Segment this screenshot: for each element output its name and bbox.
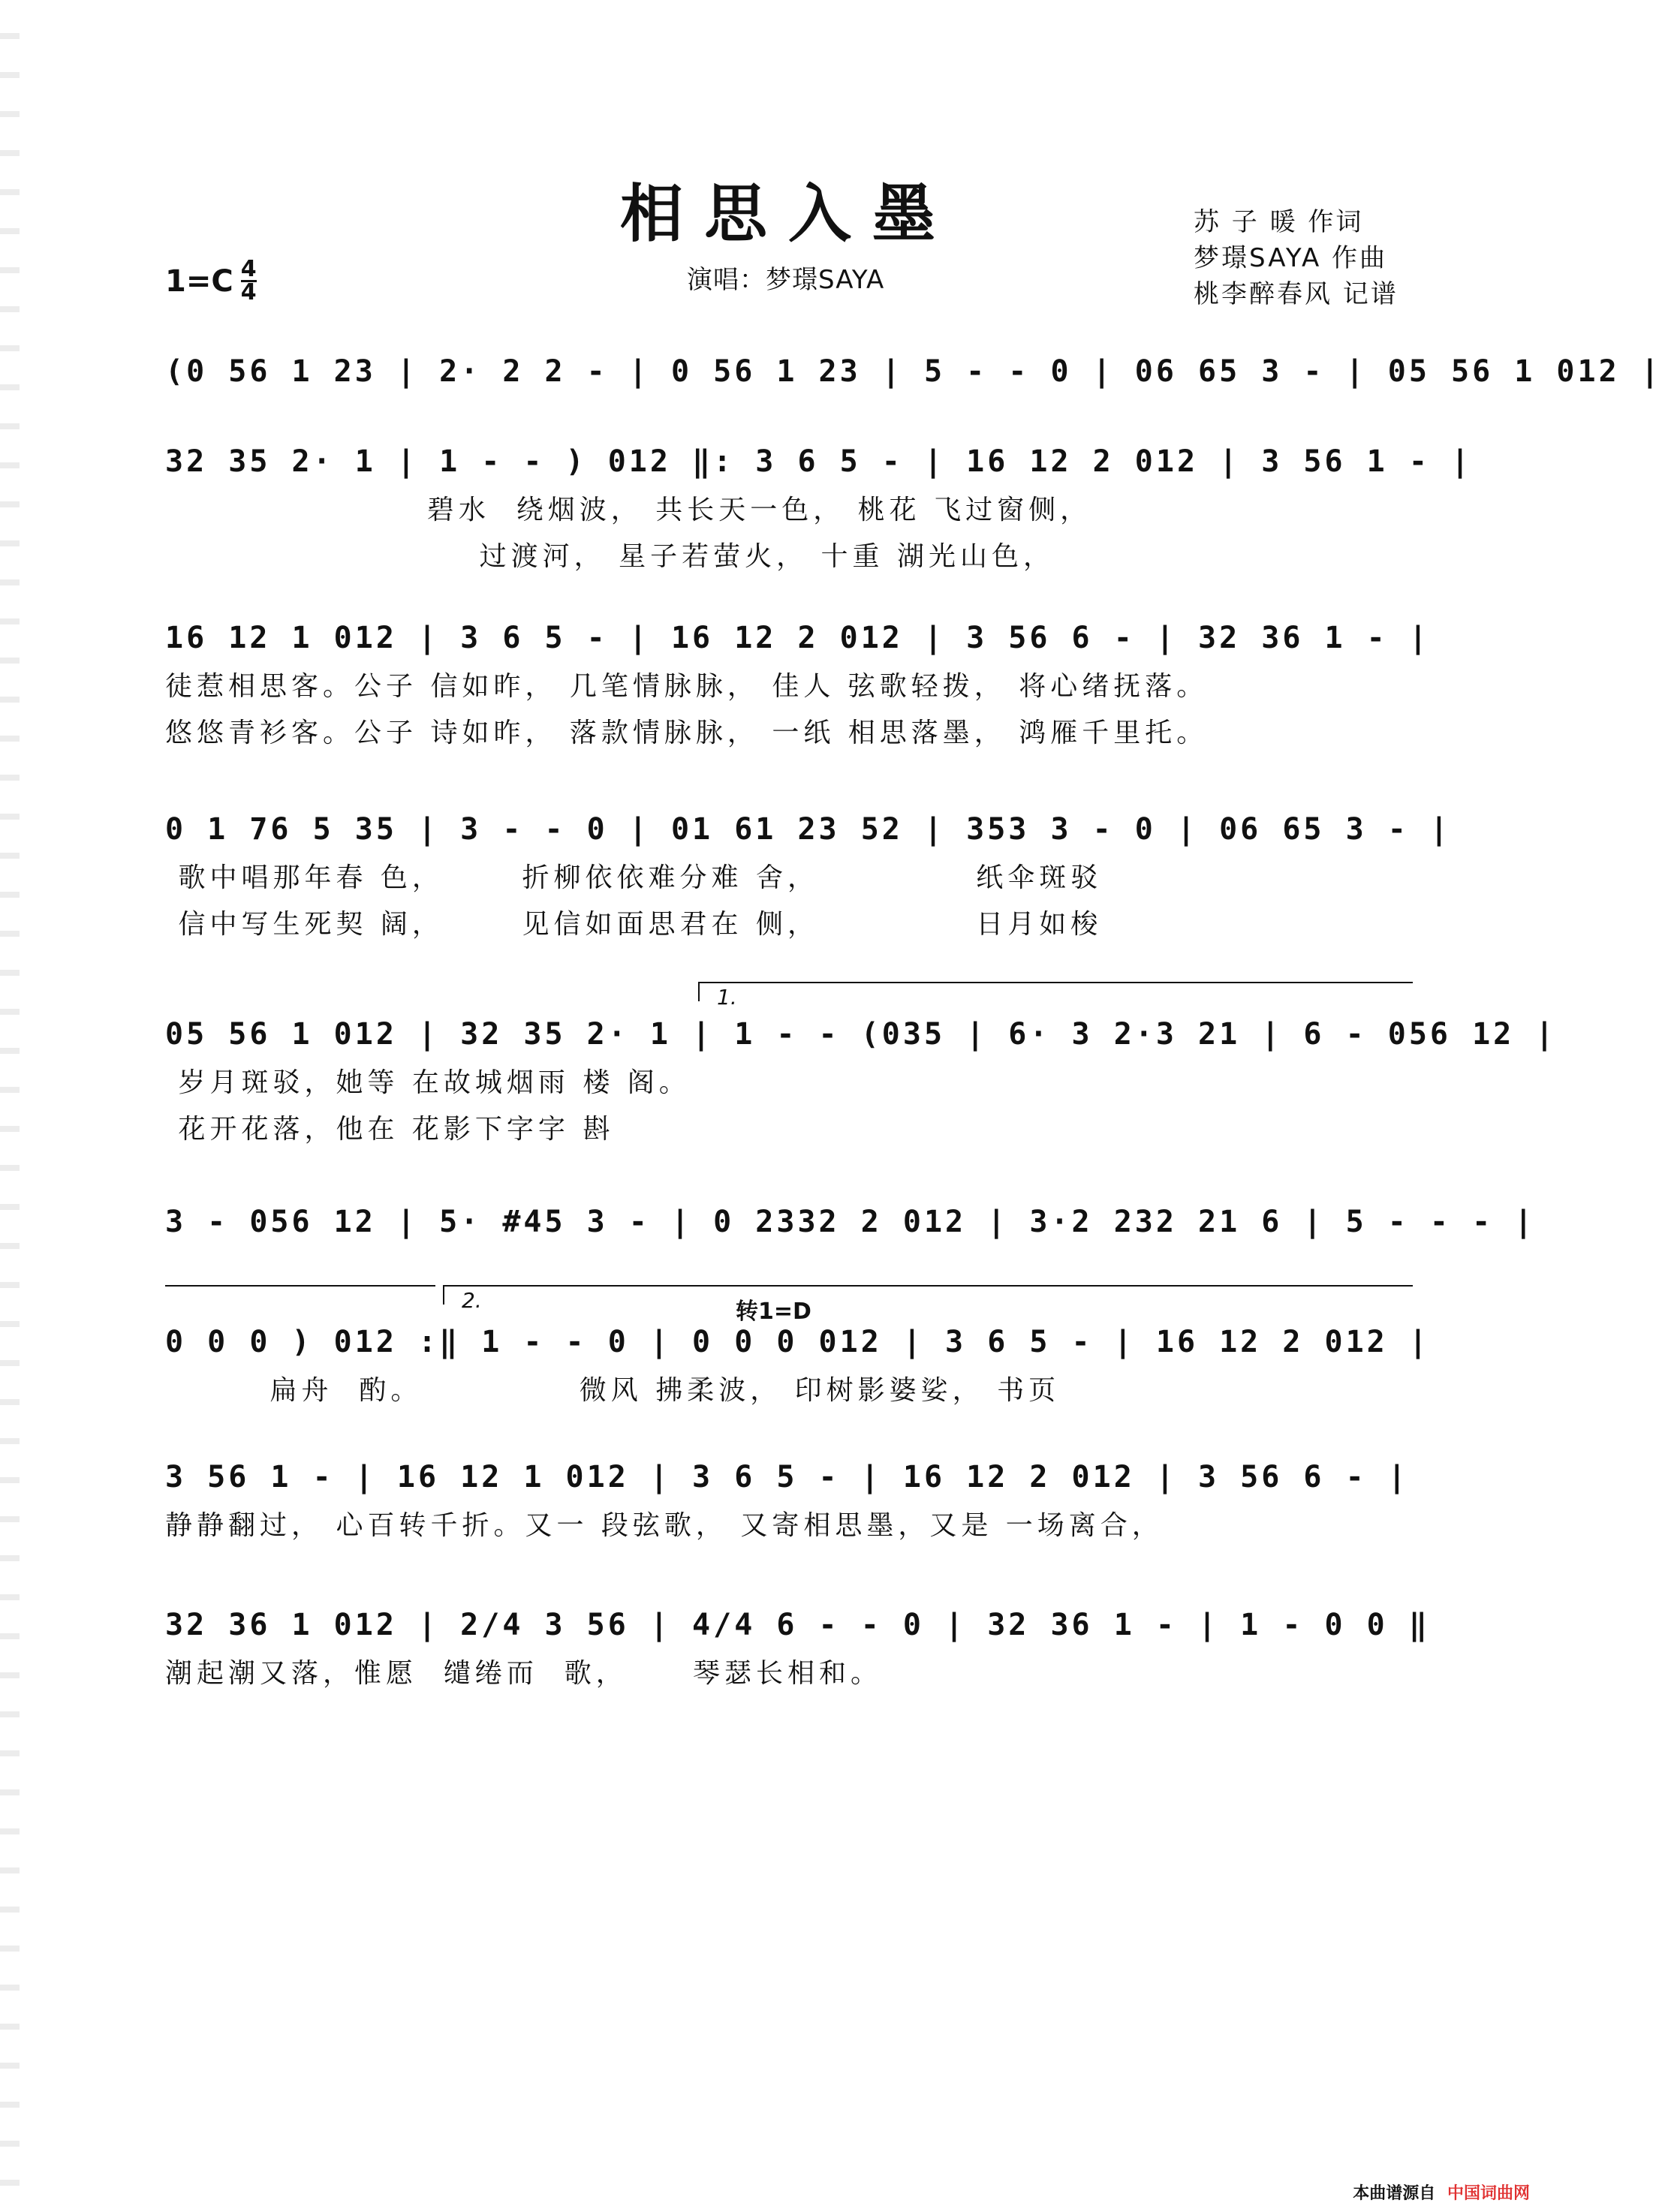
notation-line: 0 0 0 ) 012 :‖ 1 - - 0 | 0 0 0 012 | 3 6 5 - | 16 12 2 012 | — [165, 1325, 1430, 1359]
time-signature — [240, 256, 257, 305]
score-row-8 — [165, 1455, 1411, 1552]
lyric-verse-2: 花开花落，他在 花影下字字 斟 — [165, 1114, 615, 1145]
lyric-verse-2: 信中写生死契 阔， 见信如面思君在 侧， 日月如梭 — [165, 909, 1103, 940]
score-row-3 — [165, 615, 1430, 758]
lyric-verse-1: 岁月斑驳，她等 在故城烟雨 楼 阁。 — [165, 1067, 691, 1098]
lyricist-credit: 苏 子 暖 作词 — [1194, 207, 1364, 237]
singer-credit: 演唱：梦璟SAYA — [687, 265, 885, 295]
first-ending-label: 1. — [717, 985, 737, 1010]
notation-line: 3 - 056 12 | 5· #45 3 - | 0 2332 2 012 | 3·2 232 21 6 | 5 - - - | — [165, 1205, 1536, 1239]
transcriber-credit: 桃李醉春风 记谱 — [1194, 279, 1399, 309]
key-signature — [165, 256, 257, 305]
notation-line: 3 56 1 - | 16 12 1 012 | 3 6 5 - | 16 12 2 012 | 3 56 6 - | — [165, 1460, 1409, 1494]
first-ending-continuation — [165, 1285, 435, 1287]
composer-credit: 梦璟SAYA 作曲 — [1194, 243, 1388, 273]
second-ending-label: 2. — [462, 1288, 482, 1313]
score-row-2 — [165, 439, 1473, 582]
score-row-4 — [165, 807, 1452, 950]
footer-site-link[interactable]: 中国词曲网 — [1447, 2184, 1530, 2203]
lyric-verse-2: 悠悠青衫客。公子 诗如昨， 落款情脉脉， 一纸 相思落墨， 鸿雁千里托。 — [165, 718, 1209, 748]
lyric-verse-1: 潮起潮又落，惟愿 缱绻而 歌， 琴瑟长相和。 — [165, 1658, 882, 1689]
first-ending-bracket — [698, 982, 1413, 1001]
score-row-9 — [165, 1603, 1430, 1700]
credits — [1194, 204, 1509, 312]
notation-line: 05 56 1 012 | 32 35 2· 1 | 1 - - (035 | 6· 3 2·3 21 | 6 - 056 12 | — [165, 1017, 1557, 1052]
notation-line: (0 56 1 23 | 2· 2 2 - | 0 56 1 23 | 5 - - 0 | 06 65 3 - | 05 56 1 012 | — [165, 354, 1662, 389]
score-row-7 — [165, 1320, 1430, 1417]
lyric-verse-1: 扁舟 酌。 微风 拂柔波， 印树影婆娑， 书页 — [165, 1375, 1061, 1406]
lyric-verse-1: 歌中唱那年春 色， 折柳依依难分难 舍， 纸伞斑驳 — [165, 862, 1103, 893]
score-row-5 — [165, 1012, 1557, 1154]
notation-line: 32 36 1 012 | 2/4 3 56 | 4/4 6 - - 0 | 32 36 1 - | 1 - 0 0 ‖ — [165, 1608, 1430, 1642]
lyric-verse-1: 碧水 绕烟波， 共长天一色， 桃花 飞过窗侧， — [165, 495, 1092, 525]
key-change-label: 转1=D — [736, 1299, 811, 1325]
footer-watermark — [1353, 2180, 1530, 2204]
notation-line: 16 12 1 012 | 3 6 5 - | 16 12 2 012 | 3 56 6 - | 32 36 1 - | — [165, 621, 1430, 655]
lyric-verse-2: 过渡河， 星子若萤火， 十重 湖光山色， — [165, 541, 1055, 572]
footer-source-text: 本曲谱源自 — [1353, 2184, 1436, 2203]
notation-line: 32 35 2· 1 | 1 - - ) 012 ‖: 3 6 5 - | 16 12 2 012 | 3 56 1 - | — [165, 444, 1473, 479]
key-label: 1=C — [165, 263, 233, 299]
lyric-verse-1: 徒惹相思客。公子 信如昨， 几笔情脉脉， 佳人 弦歌轻拨， 将心绪抚落。 — [165, 671, 1209, 702]
score-row-1 — [165, 349, 1662, 394]
notation-line: 0 1 76 5 35 | 3 - - 0 | 01 61 23 52 | 353 3 - 0 | 06 65 3 - | — [165, 812, 1452, 847]
score-row-6 — [165, 1199, 1536, 1244]
second-ending-bracket — [443, 1285, 1413, 1305]
time-signature-unit: 4 — [240, 279, 257, 305]
lyric-verse-1: 静静翻过， 心百转千折。又一 段弦歌， 又寄相思墨，又是 一场离合， — [165, 1510, 1164, 1541]
page-edge-strip — [0, 0, 20, 2212]
song-title: 相思入墨 — [619, 176, 956, 251]
time-signature-beats: 4 — [240, 256, 257, 282]
